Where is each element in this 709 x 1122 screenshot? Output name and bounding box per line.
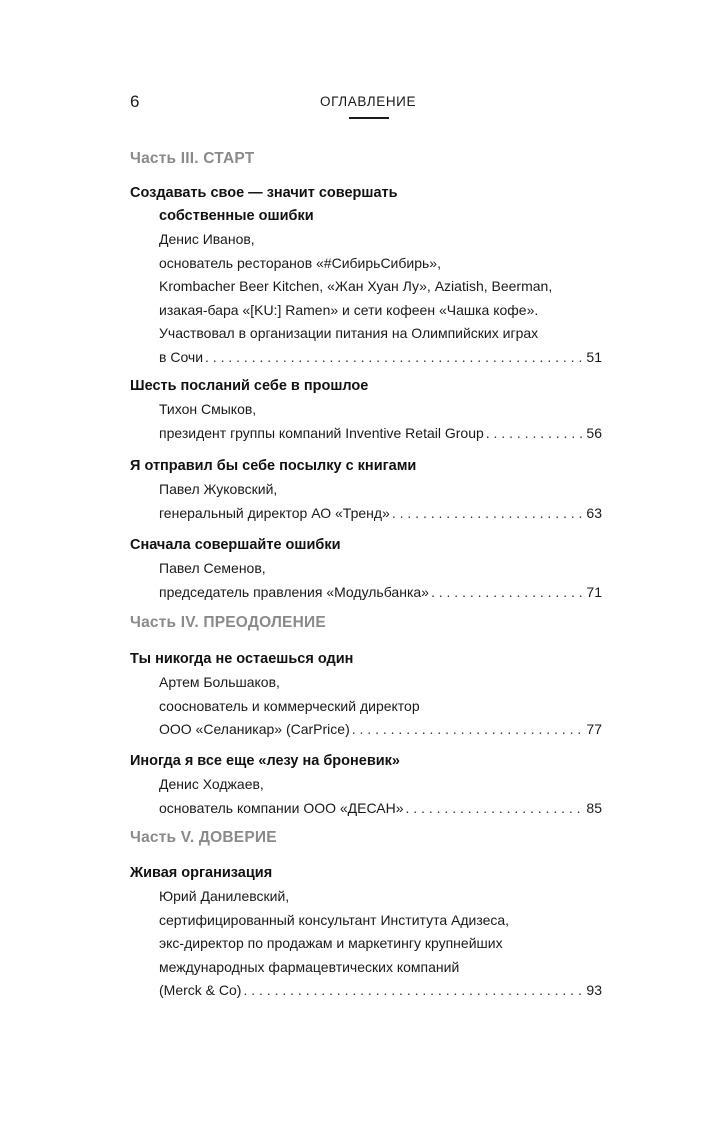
part-title: Часть III. СТАРТ	[130, 150, 255, 167]
entry-line: Тихон Смыков,	[159, 401, 257, 417]
entry-line: Юрий Данилевский,	[159, 888, 290, 904]
entry-title: Сначала совершайте ошибки	[130, 537, 341, 553]
entry-title-continued: собственные ошибки	[159, 208, 314, 224]
toc-entry[interactable]	[130, 455, 602, 525]
entry-title: Иногда я все еще «лезу на броневик»	[130, 753, 400, 769]
entry-line: Денис Иванов,	[159, 231, 255, 247]
toc-entry[interactable]	[130, 648, 602, 742]
dot-leader	[352, 718, 585, 742]
entry-line-text: председатель правления «Модульбанка»	[159, 583, 429, 600]
entry-line-text: (Merck & Co)	[159, 982, 242, 998]
page-ref: 51	[586, 348, 602, 365]
part-title: Часть V. ДОВЕРИЕ	[130, 829, 277, 846]
entry-title: Живая организация	[130, 865, 273, 881]
toc-entry[interactable]	[130, 182, 602, 369]
entry-title: Создавать свое — значит совершать	[130, 185, 398, 201]
entry-leader-line	[130, 502, 602, 526]
entry-line: сооснователь и коммерческий директор	[159, 697, 420, 714]
entry-line: Артем Большаков,	[159, 674, 280, 690]
entry-leader-line	[130, 422, 602, 446]
entry-leader-line	[130, 581, 602, 605]
entry-line-text: генеральный директор АО «Тренд»	[159, 504, 390, 521]
dot-leader	[392, 502, 585, 526]
toc-entry[interactable]	[130, 375, 602, 445]
entry-line: основатель ресторанов «#СибирьСибирь»,	[159, 254, 441, 271]
entry-title: Я отправил бы себе посылку с книгами	[130, 458, 417, 474]
entry-line: международных фармацевтических компаний	[159, 958, 460, 975]
page-ref: 71	[586, 583, 602, 600]
page-number: 6	[130, 92, 140, 111]
entry-leader-line	[130, 346, 602, 370]
toc-entry[interactable]	[130, 750, 602, 820]
entry-line: Krombacher Beer Kitchen, «Жан Хуан Лу», Aziatish, Beerman,	[159, 278, 553, 294]
entry-line-text: ООО «Селаникар» (CarPrice)	[159, 721, 350, 737]
running-head: ОГЛАВЛЕНИЕ	[320, 94, 417, 109]
dot-leader	[431, 581, 584, 605]
page-ref: 85	[586, 799, 602, 816]
entry-line: изакая-бара «[KU:] Ramen» и сети кофеен «Чашка кофе».	[159, 301, 539, 318]
dot-leader	[243, 979, 584, 1003]
page-ref: 56	[586, 424, 602, 441]
running-head-rule	[349, 117, 389, 119]
dot-leader	[205, 346, 584, 370]
entry-title: Ты никогда не остаешься один	[130, 651, 354, 667]
entry-leader-line	[130, 797, 602, 821]
entry-line: экс-директор по продажам и маркетингу крупнейших	[159, 935, 503, 951]
entry-title: Шесть посланий себе в прошлое	[130, 378, 369, 394]
part-title: Часть IV. ПРЕОДОЛЕНИЕ	[130, 614, 326, 631]
toc-entry[interactable]	[130, 862, 602, 1003]
dot-leader	[486, 422, 585, 446]
entry-leader-line	[130, 718, 602, 742]
entry-line-text: президент группы компаний Inventive Retail Group	[159, 424, 484, 441]
page-ref: 77	[586, 721, 602, 737]
page-ref: 93	[586, 982, 602, 998]
dot-leader	[406, 797, 585, 821]
entry-line: Участвовал в организации питания на Олимпийских играх	[159, 325, 539, 341]
entry-line: Павел Семенов,	[159, 560, 266, 576]
entry-line: сертифицированный консультант Института Адизеса,	[159, 911, 510, 928]
toc-entry[interactable]	[130, 534, 602, 604]
entry-leader-line	[130, 979, 602, 1003]
page-ref: 63	[586, 504, 602, 521]
entry-line-text: в Сочи	[159, 348, 204, 365]
entry-line: Денис Ходжаев,	[159, 776, 264, 792]
entry-line: Павел Жуковский,	[159, 481, 278, 497]
entry-line-text: основатель компании ООО «ДЕСАН»	[159, 799, 404, 816]
